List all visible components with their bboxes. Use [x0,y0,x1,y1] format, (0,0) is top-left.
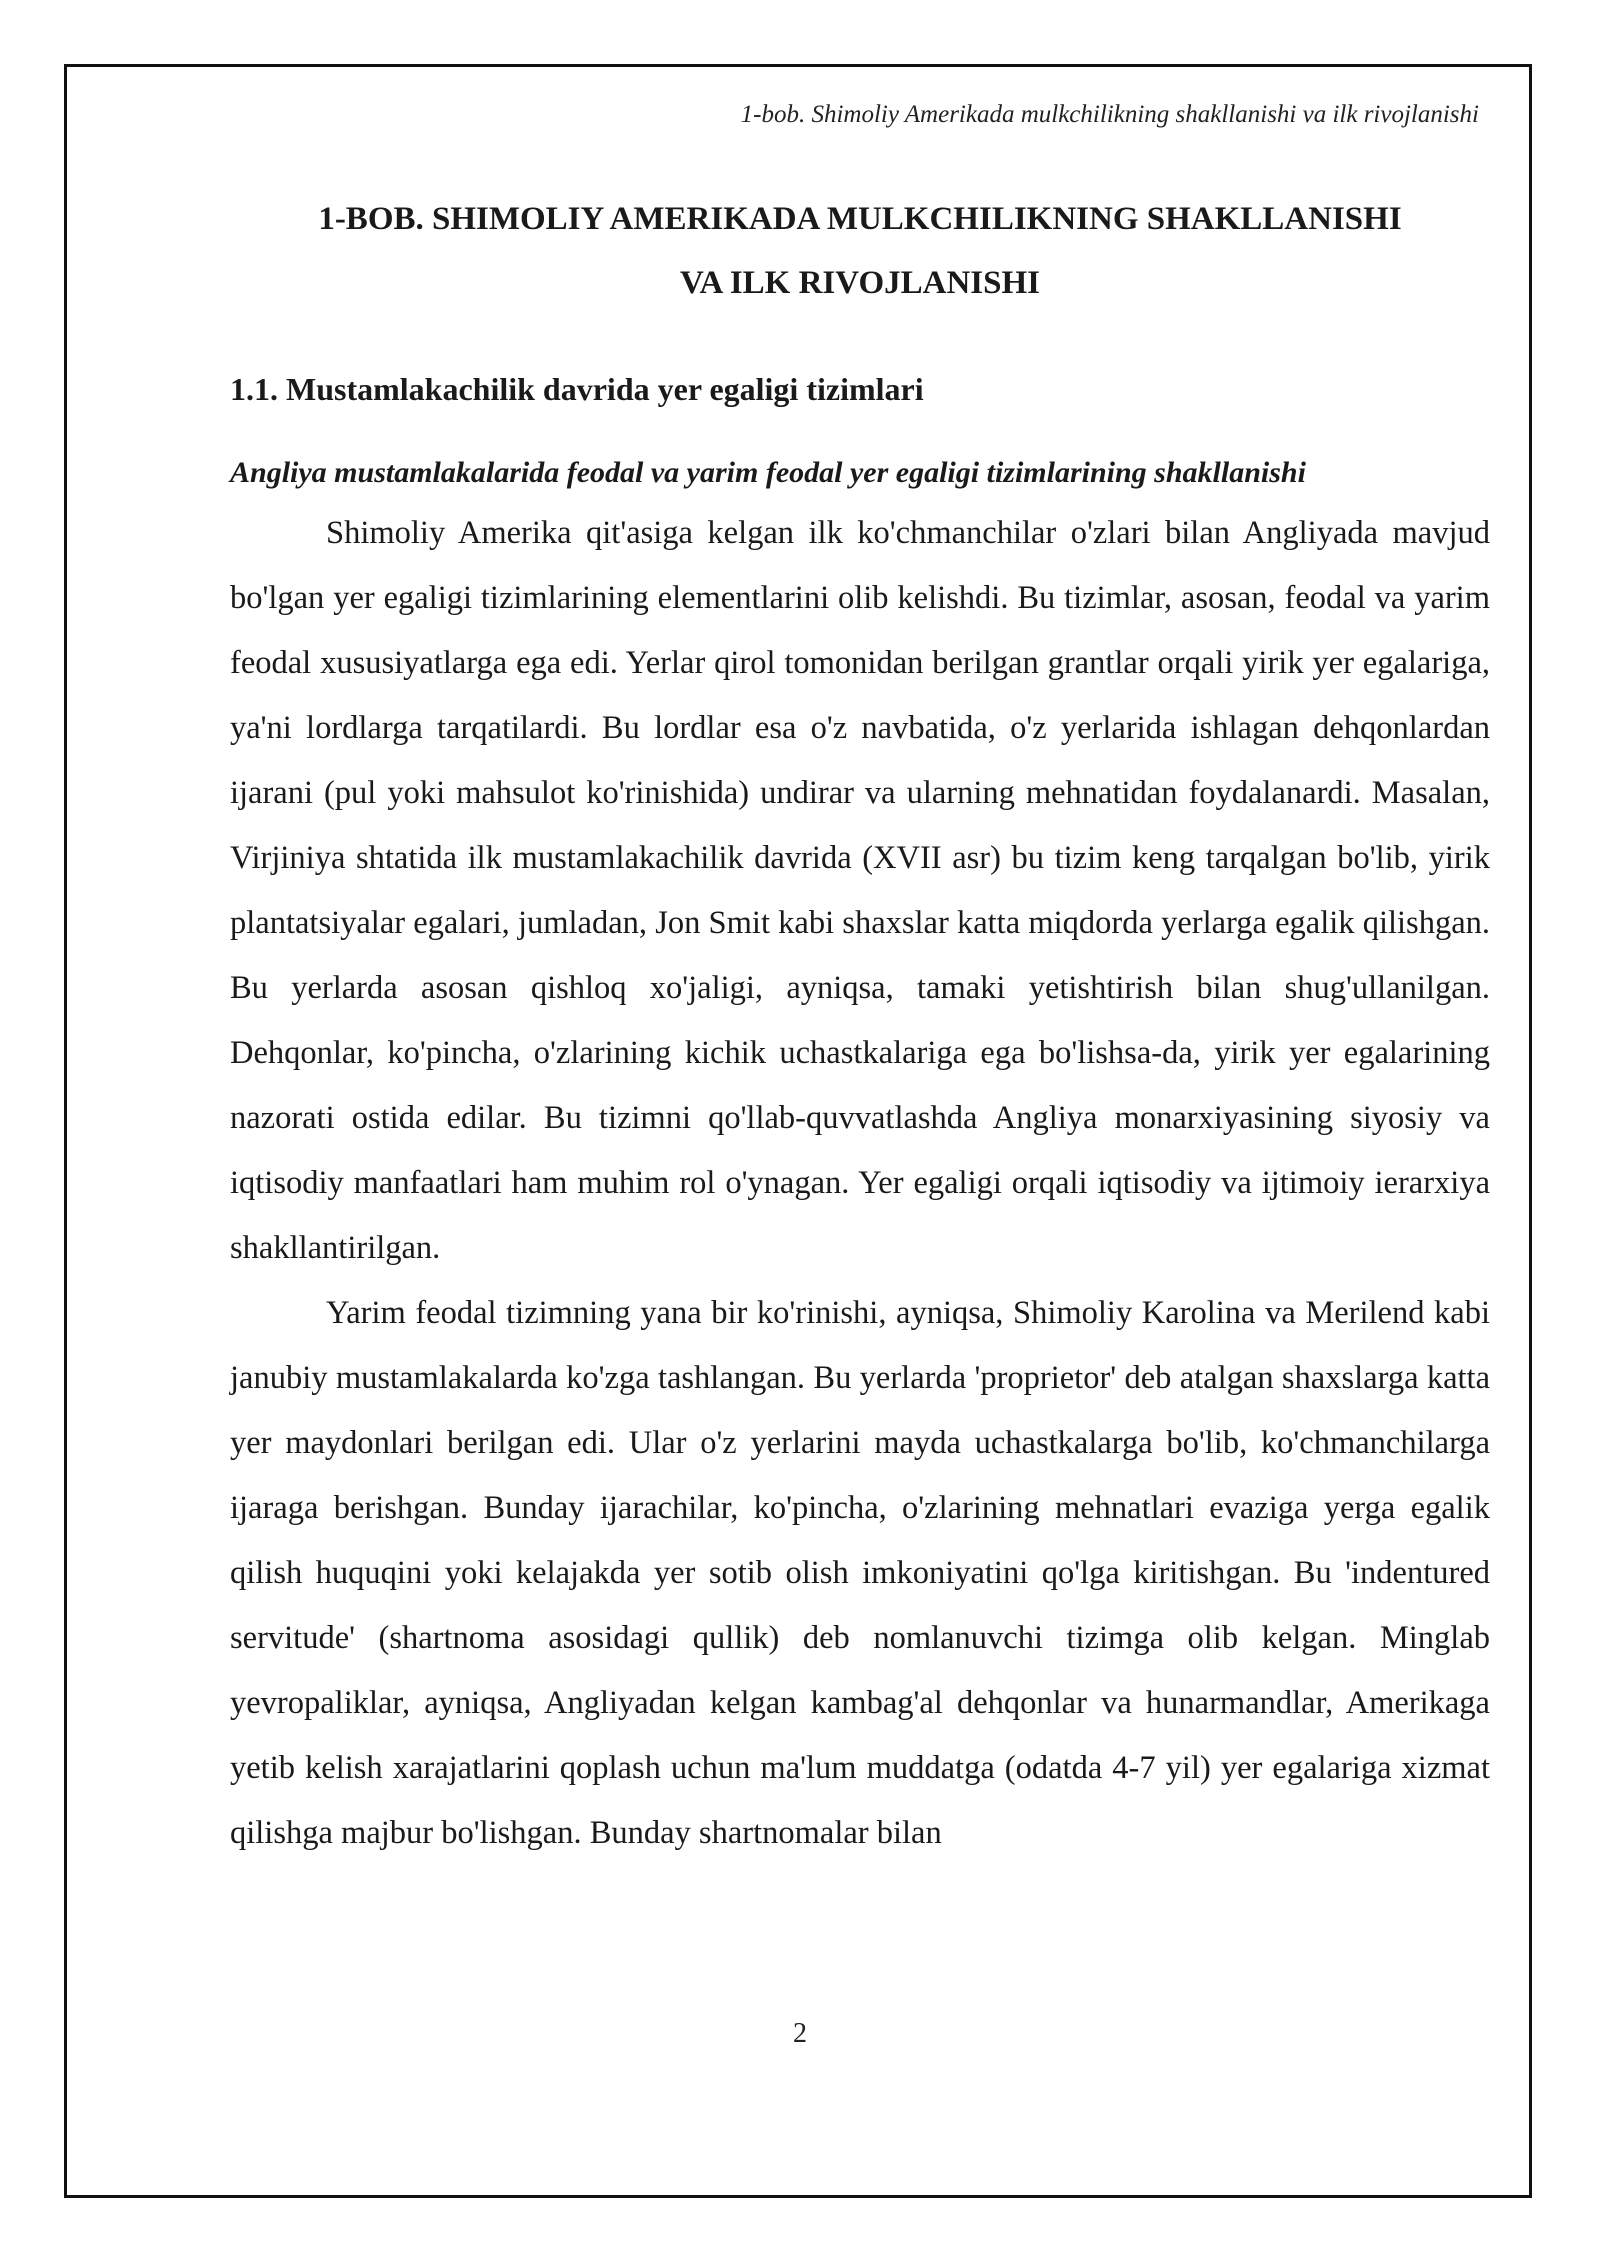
body-paragraph-1: Shimoliy Amerika qit'asiga kelgan ilk ko'chmanchilar o'zlari bilan Angliyada mavjud bo'lgan yer egaligi tizimlarining elementlarini olib kelishdi. Bu tizimlar, asosan, feodal va yarim feodal xususiyatlarga ega edi. Yerlar qirol tomonidan berilgan grantlar orqali yirik yer egalariga, ya'ni lordlarga tarqatilardi. Bu lordlar esa o'z navbatida, o'z yerlarida ishlagan dehqonlardan ijarani (pul yoki mahsulot ko'rinishida) undirar va ularning mehnatidan foydalanardi. Masalan, Virjiniya shtatida ilk mustamlakachilik davrida (XVII asr) bu tizim keng tarqalgan bo'lib, yirik plantatsiyalar egalari, jumladan, Jon Smit kabi shaxslar katta miqdorda yerlarga egalik qilishgan. Bu yerlarda asosan qishloq xo'jaligi, ayniqsa, tamaki yetishtirish bilan shug'ullanilgan. Dehqonlar, ko'pincha, o'zlarining kichik uchastkalariga ega bo'lishsa-da, yirik yer egalarining nazorati ostida edilar. Bu tizimni qo'llab-quvvatlashda Angliya monarxiyasining siyosiy va iqtisodiy manfaatlari ham muhim rol o'ynagan. Yer egaligi orqali iqtisodiy va ijtimoiy ierarxiya shakllantirilgan. [230,515,1490,1266]
chapter-title-line-2: VA ILK RIVOJLANISHI [679,265,1040,301]
page-content [230,187,1490,1866]
subsection-title: Angliya mustamlakalarida feodal va yarim feodal yer egaligi tizimlarining shakllanishi [230,456,1306,489]
body-paragraph-2: Yarim feodal tizimning yana bir ko'rinishi, ayniqsa, Shimoliy Karolina va Merilend kabi janubiy mustamlakalarda ko'zga tashlangan. Bu yerlarda 'proprietor' deb atalgan shaxslarga katta yer maydonlari berilgan edi. Ular o'z yerlarini mayda uchastkalarga bo'lib, ko'chmanchilarga ijaraga berishgan. Bunday ijarachilar, ko'pincha, o'zlarining mehnatlari evaziga yerga egalik qilish huquqini yoki kelajakda yer sotib olish imkoniyatini qo'lga kiritishgan. Bu 'indentured servitude' (shartnoma asosidagi qullik) deb nomlanuvchi tizimga olib kelgan. Minglab yevropaliklar, ayniqsa, Angliyadan kelgan kambag'al dehqonlar va hunarmandlar, Amerikaga yetib kelish xarajatlarini qoplash uchun ma'lum muddatga (odatda 4-7 yil) yer egalariga xizmat qilishga majbur bo'lishgan. Bunday shartnomalar bilan [230,1295,1490,1851]
chapter-title [230,187,1490,315]
section-title: 1.1. Mustamlakachilik davrida yer egaligi tizimlari [230,371,924,407]
running-header: 1-bob. Shimoliy Amerikada mulkchilikning shakllanishi va ilk rivojlanishi [740,101,1479,128]
chapter-title-line-1: 1-BOB. SHIMOLIY AMERIKADA MULKCHILIKNING SHAKLLANISHI [318,201,1402,237]
page-number: 2 [793,2018,807,2049]
page-frame [64,64,1532,2198]
